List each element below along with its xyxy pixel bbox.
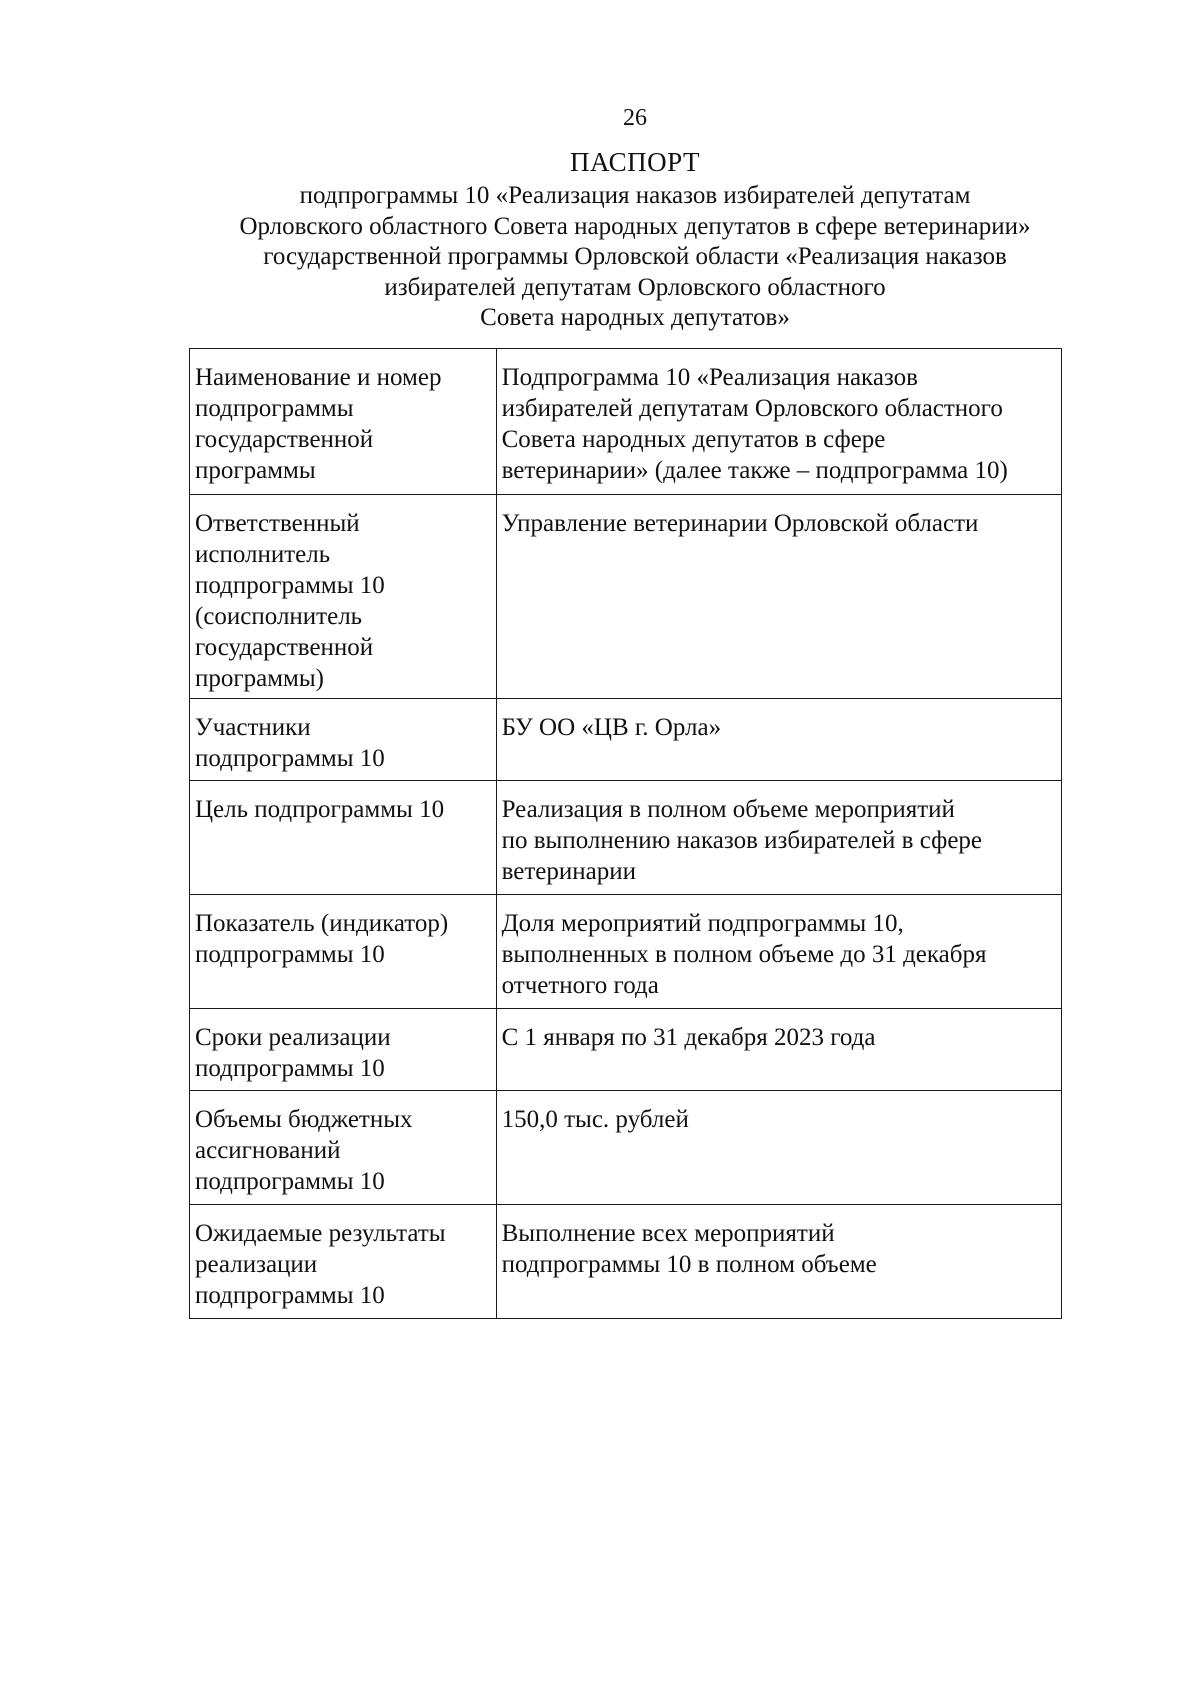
table-row [190,495,1062,699]
table-row [190,895,1062,1009]
row-label: Ожидаемые результаты реализации подпрограммы 10 [190,1205,497,1319]
row-label: Наименование и номер подпрограммы государственной программы [190,349,497,495]
table-row [190,1205,1062,1319]
row-value: Подпрограмма 10 «Реализация наказов избирателей депутатам Орловского областного Совета народных депутатов в сфере ветеринарии» (далее также – подпрограмма 10) [496,349,1061,495]
row-label: Участники подпрограммы 10 [190,699,497,781]
row-label: Объемы бюджетных ассигнований подпрограммы 10 [190,1091,497,1205]
row-label: Показатель (индикатор) подпрограммы 10 [190,895,497,1009]
row-value: Доля мероприятий подпрограммы 10, выполненных в полном объеме до 31 декабря отчетного года [496,895,1061,1009]
row-value: 150,0 тыс. рублей [496,1091,1061,1205]
subtitle-line: Совета народных депутатов» [480,304,790,331]
row-label: Ответственный исполнитель подпрограммы 10 (соисполнитель государственной программы) [190,495,497,699]
row-value: С 1 января по 31 декабря 2023 года [496,1009,1061,1091]
passport-table [189,348,1062,1319]
row-value: Реализация в полном объеме мероприятий по выполнению наказов избирателей в сфере ветеринарии [496,781,1061,895]
row-value: БУ ОО «ЦВ г. Орла» [496,699,1061,781]
row-value: Выполнение всех мероприятий подпрограммы 10 в полном объеме [496,1205,1061,1319]
table-row [190,1009,1062,1091]
table-row [190,1091,1062,1205]
table-row [190,349,1062,495]
row-label: Сроки реализации подпрограммы 10 [190,1009,497,1091]
document-title: ПАСПОРТ [570,147,700,177]
row-label: Цель подпрограммы 10 [190,781,497,895]
row-value: Управление ветеринарии Орловской области [496,495,1061,699]
table-row [190,781,1062,895]
page-number: 26 [623,105,647,131]
subtitle-line: подпрограммы 10 «Реализация наказов избирателей депутатам [299,182,971,209]
subtitle-line: Орловского областного Совета народных депутатов в сфере ветеринарии» [239,212,1031,240]
subtitle-line: избирателей депутатам Орловского областного [384,273,886,301]
subtitle-line: государственной программы Орловской области «Реализация наказов [263,243,1007,270]
document-subtitle [190,181,1080,334]
table-row [190,699,1062,781]
